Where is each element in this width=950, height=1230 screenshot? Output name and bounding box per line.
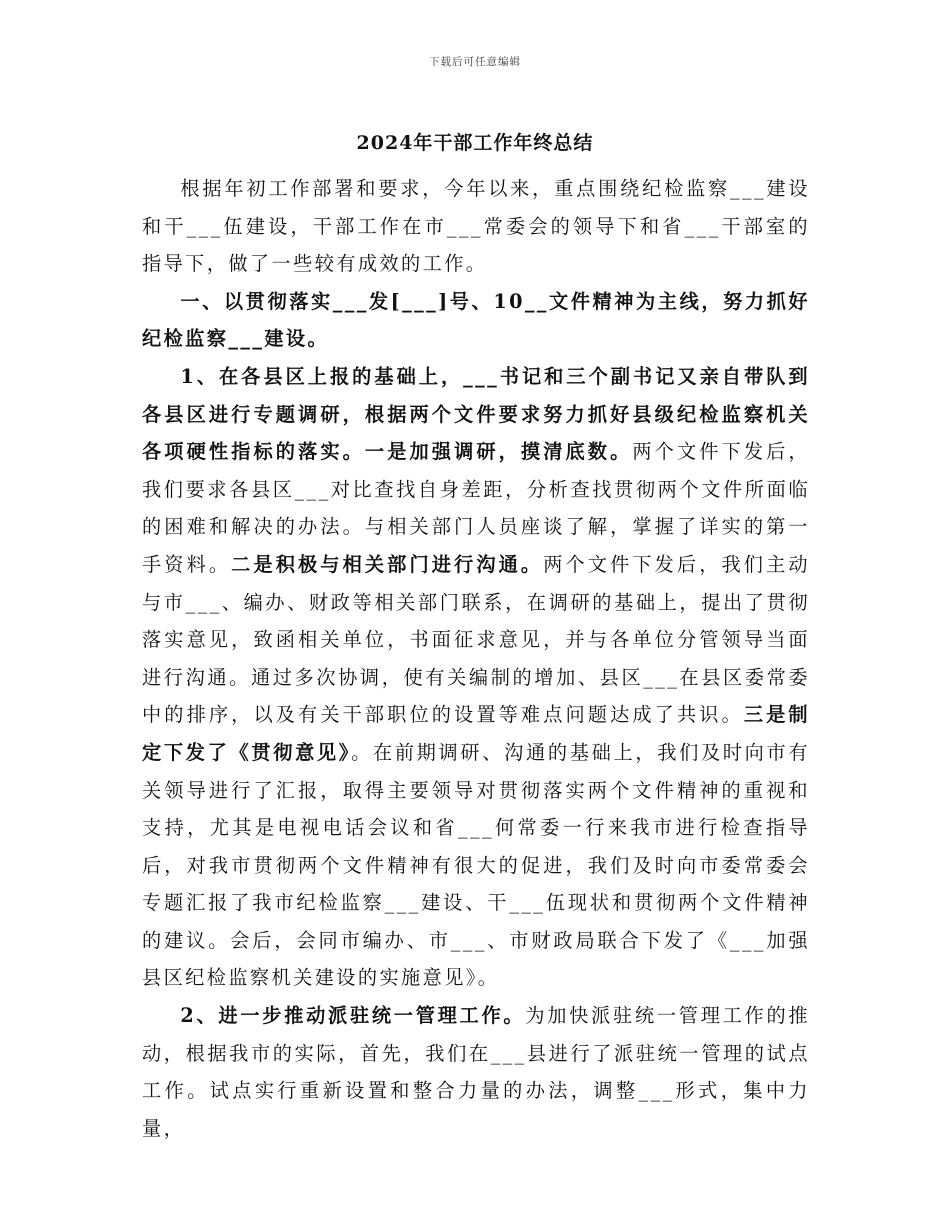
item-1-point-3-text: 。在前期调研、沟通的基础上，我们及时向市有关领导进行了汇报，取得主要领导对贯彻落实两个文件精神的重视和支持，尤其是电视电话会议和省___何常委一行来我市进行检查指导后，对我市贯彻两个文件精神有很大的促进，我们及时向市委常委会专题汇报了我市纪检监察___建设、干___伍现状和贯彻两个文件精神的建议。会后，会同市编办、市___、市财政局联合下发了《___加强县区纪检监察机关建设的实施意见》。 — [142, 740, 810, 990]
paragraph-item-1 — [142, 358, 810, 997]
section-heading-1: 一、以贯彻落实___发[___]号、10__文件精神为主线，努力抓好纪检监察___建设。 — [142, 289, 810, 351]
item-1-point-2-heading: 二是积极与相关部门进行沟通。 — [231, 552, 544, 576]
paragraph-item-2 — [142, 997, 810, 1147]
item-1-lead: 1、在各县区上报的基础上，___书记和三个副书记又亲自带队到各县区进行专题调研，根据两个文件要求努力抓好县级纪检监察机关各项硬性指标的落实。 — [142, 364, 810, 464]
item-1-point-1-text: 两个文件下发后，我们要求各县区___对比查找自身差距，分析查找贯彻两个文件所面临的困难和解决的办法。与相关部门人员座谈了解，掌握了详实的第一手资料。 — [142, 440, 811, 576]
item-1-point-3-heading: 三是制定下发了《贯彻意见》 — [142, 703, 810, 764]
item-2-text: 为加快派驻统一管理工作的推动，根据我市的实际，首先，我们在___县进行了派驻统一管理的试点工作。试点实行重新设置和整合力量的办法，调整___形式，集中力量， — [142, 1004, 810, 1140]
item-2-lead: 2、进一步推动派驻统一管理工作。 — [180, 1004, 526, 1028]
intro-paragraph: 根据年初工作部署和要求，今年以来，重点围绕纪检监察___建设和干___伍建设，干部工作在市___常委会的领导下和省___干部室的指导下，做了一些较有成效的工作。 — [142, 177, 810, 276]
item-1-point-2-text: 两个文件下发后，我们主动与市___、编办、财政等相关部门联系，在调研的基础上，提出了贯彻落实意见，致函相关单位，书面征求意见，并与各单位分管领导当面进行沟通。通过多次协调，使有关编制的增加、县区___在县区委常委中的排序，以及有关干部职位的设置等难点问题达成了共识。 — [142, 552, 810, 727]
document-title: 2024年干部工作年终总结 — [356, 132, 594, 154]
document-body — [142, 170, 810, 1147]
page-header: 下载后可任意编辑 — [429, 56, 521, 68]
item-1-point-1-heading: 一是加强调研，摸清底数。 — [364, 440, 633, 464]
